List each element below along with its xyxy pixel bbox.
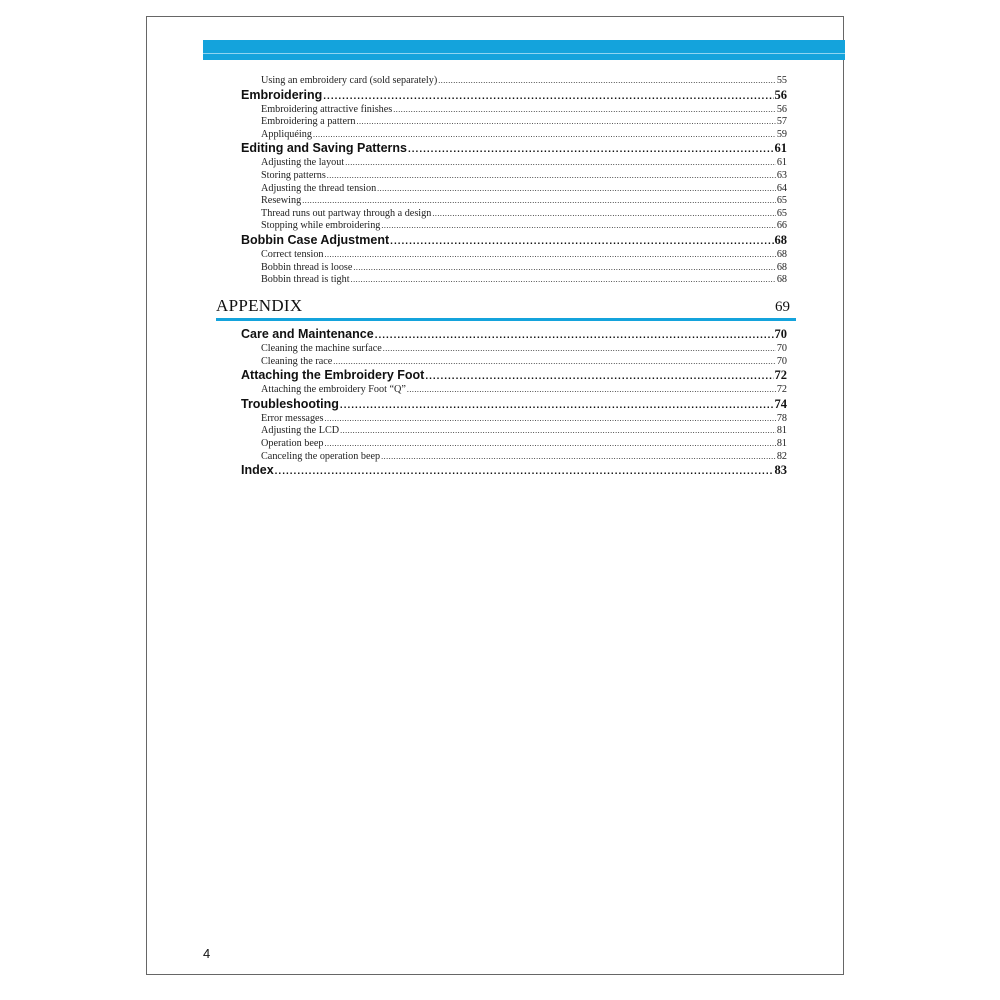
dot-leader — [425, 368, 773, 384]
toc-entry-page: 65 — [776, 195, 787, 207]
page-number: 4 — [203, 946, 211, 961]
toc-entry-page: 70 — [774, 327, 787, 341]
toc-chapter-entry[interactable] — [241, 233, 787, 249]
toc-entry-title: Index — [241, 463, 274, 478]
toc-entry-page: 68 — [776, 261, 787, 273]
toc-entry-title: Attaching the Embroidery Foot — [241, 368, 425, 383]
toc-subentry[interactable] — [241, 157, 787, 170]
toc-entry-title: Embroidering a pattern — [261, 116, 356, 128]
dot-leader — [340, 425, 776, 438]
toc-entry-page: 68 — [774, 232, 787, 247]
toc-entry-title: Storing patterns — [261, 169, 326, 181]
toc-entry-page: 72 — [776, 384, 787, 396]
toc-entry-page: 64 — [776, 182, 787, 194]
appendix-header — [216, 297, 796, 321]
dot-leader — [345, 157, 776, 170]
dot-leader — [325, 413, 776, 426]
dot-leader — [390, 233, 773, 249]
toc-entry-title: Adjusting the LCD — [261, 425, 340, 437]
dot-leader — [323, 88, 773, 104]
toc-entry-page: 56 — [774, 87, 787, 102]
toc-section-appendix — [241, 327, 787, 479]
toc-subentry[interactable] — [241, 413, 787, 426]
dot-leader — [302, 195, 776, 208]
toc-entry-title: Stopping while embroidering — [261, 220, 381, 232]
dot-leader — [408, 141, 774, 157]
dot-leader — [381, 220, 775, 233]
toc-subentry[interactable] — [241, 183, 787, 196]
toc-entry-title: Error messages — [261, 412, 324, 424]
dot-leader — [275, 463, 774, 479]
dot-leader — [383, 343, 776, 356]
toc-entry-page: 81 — [776, 437, 787, 449]
toc-section-embroidery — [241, 75, 787, 287]
toc-entry-title: Attaching the embroidery Foot “Q” — [261, 384, 406, 396]
dot-leader — [377, 183, 776, 196]
toc-entry-page: 57 — [776, 116, 787, 128]
toc-entry-title: Editing and Saving Patterns — [241, 141, 407, 156]
dot-leader — [353, 262, 775, 275]
toc-chapter-entry[interactable] — [241, 368, 787, 384]
dot-leader — [381, 451, 776, 464]
toc-subentry[interactable] — [241, 438, 787, 451]
dot-leader — [407, 384, 776, 397]
toc-chapter-entry[interactable] — [241, 397, 787, 413]
toc-entry-title: Canceling the operation beep — [261, 450, 381, 462]
toc-entry-title: Bobbin thread is tight — [261, 274, 350, 286]
toc-entry-page: 74 — [774, 396, 787, 411]
toc-entry-page: 70 — [776, 355, 787, 367]
toc-entry-title: Troubleshooting — [241, 396, 339, 411]
toc-subentry[interactable] — [241, 451, 787, 464]
toc-subentry[interactable] — [241, 343, 787, 356]
dot-leader — [356, 116, 775, 129]
toc-subentry[interactable] — [241, 384, 787, 397]
toc-entry-page: 78 — [776, 412, 787, 424]
dot-leader — [432, 208, 776, 221]
toc-subentry[interactable] — [241, 220, 787, 233]
dot-leader — [393, 104, 776, 117]
toc-entry-page: 65 — [776, 207, 787, 219]
toc-entry-title: Bobbin thread is loose — [261, 261, 353, 273]
toc-subentry[interactable] — [241, 170, 787, 183]
toc-chapter-entry[interactable] — [241, 141, 787, 157]
toc-chapter-entry[interactable] — [241, 88, 787, 104]
toc-entry-title: Cleaning the race — [261, 355, 333, 367]
toc-entry-page: 55 — [776, 75, 787, 86]
toc-subentry[interactable] — [241, 249, 787, 262]
toc-subentry[interactable] — [241, 208, 787, 221]
toc-entry-title: Embroidering attractive finishes — [261, 103, 393, 115]
dot-leader — [351, 274, 776, 287]
dot-leader — [438, 75, 776, 88]
appendix-title: APPENDIX — [216, 296, 303, 315]
appendix-page-number: 69 — [775, 299, 790, 315]
toc-entry-title: Operation beep — [261, 437, 324, 449]
dot-leader — [325, 249, 776, 262]
toc-entry-title: Thread runs out partway through a design — [261, 207, 432, 219]
toc-entry-page: 63 — [776, 169, 787, 181]
toc-entry-page: 56 — [776, 103, 787, 115]
toc-entry-page: 68 — [776, 248, 787, 260]
toc-subentry[interactable] — [241, 425, 787, 438]
toc-entry-page: 59 — [776, 128, 787, 140]
toc-chapter-entry[interactable] — [241, 327, 787, 343]
toc-entry-title: Adjusting the layout — [261, 157, 345, 169]
header-bar — [203, 40, 845, 60]
dot-leader — [375, 327, 774, 343]
toc-entry-page: 68 — [776, 274, 787, 286]
toc-entry-title: Correct tension — [261, 248, 324, 260]
toc-entry-page: 66 — [776, 220, 787, 232]
dot-leader — [325, 438, 776, 451]
toc-entry-page: 83 — [774, 463, 787, 478]
toc-entry-page: 82 — [776, 450, 787, 462]
toc-entry-title: Adjusting the thread tension — [261, 182, 377, 194]
toc-entry-title: Bobbin Case Adjustment — [241, 232, 390, 247]
toc-entry-title: Resewing — [261, 195, 302, 207]
dot-leader — [333, 356, 776, 369]
toc-entry-page: 61 — [774, 141, 787, 156]
toc-subentry[interactable] — [241, 356, 787, 369]
toc-subentry[interactable] — [241, 75, 787, 88]
toc-subentry[interactable] — [241, 116, 787, 129]
toc-subentry[interactable] — [241, 129, 787, 142]
toc-entry-title: Appliquéing — [261, 128, 312, 140]
toc-entry-page: 61 — [776, 157, 787, 169]
toc-entry-page: 72 — [774, 368, 787, 383]
dot-leader — [327, 170, 776, 183]
toc-subentry[interactable] — [241, 274, 787, 287]
toc-subentry[interactable] — [241, 104, 787, 117]
toc-entry-title: Care and Maintenance — [241, 327, 374, 341]
toc-entry-title: Using an embroidery card (sold separately) — [261, 75, 438, 86]
toc-entry-page: 70 — [776, 343, 787, 354]
toc-entry-title: Cleaning the machine surface — [261, 343, 382, 354]
dot-leader — [340, 397, 774, 413]
toc-entry-title: Embroidering — [241, 87, 323, 102]
dot-leader — [313, 129, 776, 142]
toc-subentry[interactable] — [241, 262, 787, 275]
toc-subentry[interactable] — [241, 195, 787, 208]
toc-entry-page: 81 — [776, 425, 787, 437]
toc-chapter-entry[interactable] — [241, 463, 787, 479]
